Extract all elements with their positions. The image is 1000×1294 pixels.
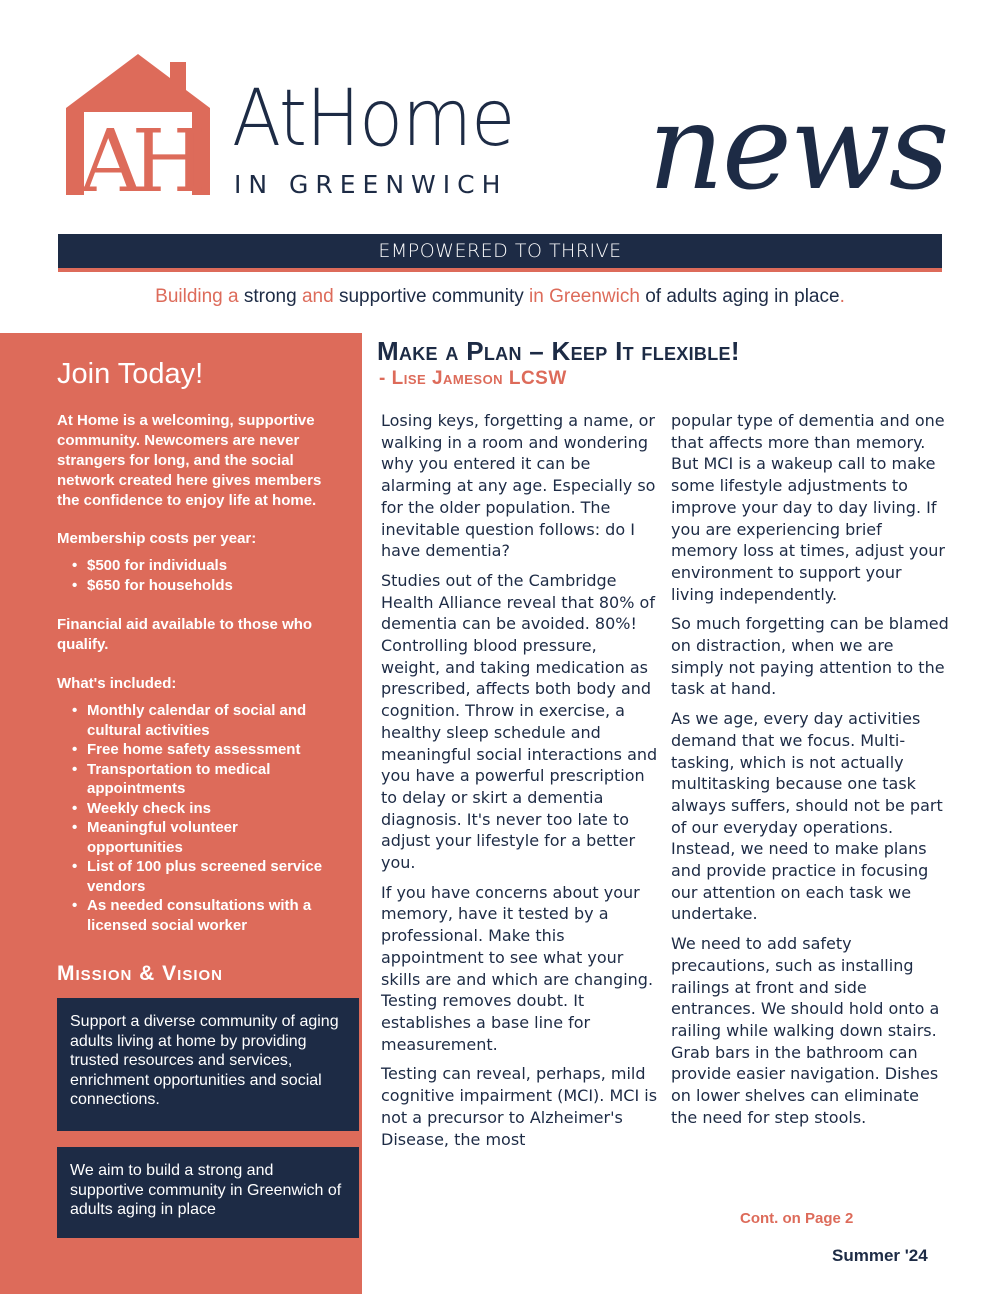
brand-subtitle: IN GREENWICH bbox=[234, 170, 508, 199]
list-item: • $650 for households bbox=[72, 576, 337, 596]
article-author: - Lise Jameson LCSW bbox=[379, 368, 567, 389]
mission-vision-title: Mission & Vision bbox=[57, 962, 224, 985]
issue-label: Summer '24 bbox=[832, 1246, 928, 1265]
paragraph: popular type of dementia and one that affects more than memory. But MCI is a wakeup call to make some lifestyle adjustments to improve your day to day living. If you are experiencing brief memory loss at times, adjust your environment to support your living independently. bbox=[671, 411, 945, 604]
paragraph: Testing can reveal, perhaps, mild cognitive impairment (MCI). MCI is not a precursor to Alzheimer's Disease, the most bbox=[381, 1064, 658, 1149]
paragraph: Studies out of the Cambridge Health Alliance reveal that 80% of dementia can be avoided. 80%! Controlling blood pressure, weight, and taking medication as prescribed, affects both body and cognition. Throw in exercise, a healthy sleep schedule and meaningful social interactions and you have a powerful prescription to delay or skirt a dementia diagnosis. It's never too late to adjust your lifestyle for a better you. bbox=[381, 570, 658, 873]
logo-monogram: AH bbox=[79, 112, 197, 195]
paragraph: Losing keys, forgetting a name, or walking in a room and wondering why you entered it can be alarming at any age. Especially so for the older population. The inevitable question follows: do I have dementia? bbox=[381, 411, 656, 561]
included-heading: What's included: bbox=[57, 675, 177, 692]
continued-link[interactable]: Cont. on Page 2 bbox=[740, 1210, 854, 1227]
brand-name: AtHome bbox=[232, 74, 515, 164]
paragraph: We need to add safety precautions, such as installing railings at front and side entrances. We should hold onto a railing while walking down stairs. Grab bars in the bathroom can provide easier navigation. Dishes on lower shelves can eliminate the need for step stools. bbox=[671, 934, 940, 1127]
subtitle-part: in Greenwich bbox=[529, 286, 640, 307]
masthead-title: news bbox=[648, 78, 948, 216]
paragraph: If you have concerns about your memory, have it tested by a professional. Make this appointment to see what your skills are and which are changing. Testing removes doubt. It establishes a base line for measurement. bbox=[381, 882, 654, 1054]
article-column-1 bbox=[381, 410, 659, 1158]
subtitle-part: strong bbox=[238, 286, 302, 307]
list-item: • Weekly check ins bbox=[72, 799, 337, 819]
list-item: • $500 for individuals bbox=[72, 556, 337, 576]
costs-heading: Membership costs per year: bbox=[57, 530, 257, 547]
mission-box: Support a diverse community of aging adults living at home by providing trusted resources and services, enrichment opportunities and social connections. bbox=[57, 998, 359, 1131]
vision-box: We aim to build a strong and supportive community in Greenwich of adults aging in place bbox=[57, 1147, 359, 1238]
list-item: • Free home safety assessment bbox=[72, 740, 337, 760]
list-item: • List of 100 plus screened service vendors bbox=[72, 857, 337, 896]
list-item: • Monthly calendar of social and cultural activities bbox=[72, 701, 337, 740]
article-title: Make a Plan – Keep It flexible! bbox=[377, 336, 740, 366]
subtitle-part: of adults aging in place bbox=[639, 286, 840, 307]
tagline-bar: EMPOWERED TO THRIVE bbox=[58, 234, 942, 272]
join-intro: At Home is a welcoming, supportive community. Newcomers are never strangers for long, and the social network created here gives members the confidence to enjoy life at home. bbox=[57, 412, 322, 509]
included-list bbox=[72, 701, 337, 935]
list-item: • Transportation to medical appointments bbox=[72, 760, 337, 799]
list-item: • As needed consultations with a licensed social worker bbox=[72, 896, 337, 935]
costs-list bbox=[72, 556, 337, 595]
paragraph: As we age, every day activities demand that we focus. Multi-tasking, which is not actually multitasking because one task always suffers, should not be part of our everyday operations. Instead, we need to make plans and provide practice in focusing our attention on each task we undertake. bbox=[671, 709, 943, 924]
at-home-logo bbox=[58, 50, 218, 195]
join-title: Join Today! bbox=[57, 358, 204, 390]
paragraph: So much forgetting can be blamed on distraction, when we are simply not paying attention to the task at hand. bbox=[671, 614, 949, 699]
subtitle-part: supportive community bbox=[333, 286, 530, 307]
article-column-2 bbox=[671, 410, 949, 1137]
subtitle-part: Building a bbox=[155, 286, 239, 307]
financial-aid-note: Financial aid available to those who qualify. bbox=[57, 616, 313, 653]
subtitle-part: . bbox=[839, 286, 845, 307]
subtitle-part: and bbox=[301, 286, 334, 307]
newsletter-subtitle bbox=[0, 286, 1000, 308]
list-item: • Meaningful volunteer opportunities bbox=[72, 818, 337, 857]
